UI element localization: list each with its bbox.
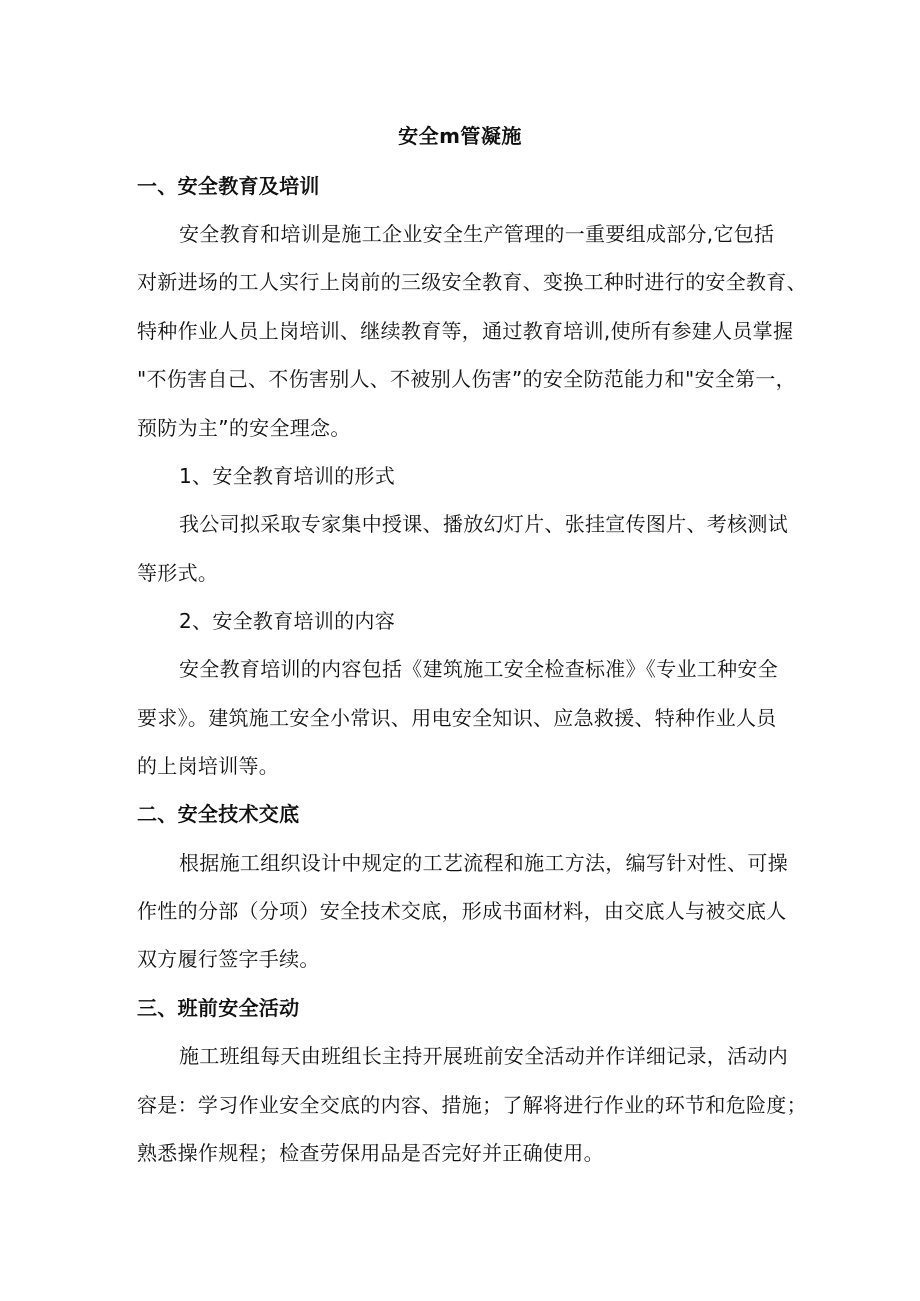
paragraph-line: 安全教育培训的内容包括《建筑施工安全检查标准》《专业工种安全	[179, 657, 778, 681]
paragraph-line: 特种作业人员上岗培训、继续教育等，通过教育培训,使所有参建人员掌握	[137, 319, 794, 343]
paragraph-line: 安全教育和培训是施工企业安全生产管理的一重要组成部分,它包括	[179, 222, 775, 246]
paragraph-line: 施工班组每天由班组长主持开展班前安全活动并作详细记录，活动内	[179, 1044, 788, 1068]
subheading-2: 2、安全教育培训的内容	[179, 609, 396, 633]
paragraph-line: 等形式。	[137, 561, 219, 585]
section-heading-2: 二、安全技术交底	[137, 802, 300, 826]
paragraph-line: 双方履行签字手续。	[137, 947, 320, 971]
paragraph-line: "不伤害自己、不伤害别人、不被别人伤害”的安全防范能力和"安全第一，	[137, 367, 796, 391]
subheading-1: 1、安全教育培训的形式	[179, 464, 396, 488]
paragraph-line: 对新进场的工人实行上岗前的三级安全教育、变换工种时进行的安全教育、	[137, 270, 807, 294]
section-heading-1: 一、安全教育及培训	[137, 174, 320, 198]
paragraph-line: 根据施工组织设计中规定的工艺流程和施工方法，编写针对性、可操	[179, 851, 788, 875]
paragraph-line: 熟悉操作规程；检查劳保用品是否完好并正确使用。	[137, 1141, 604, 1165]
paragraph-line: 作性的分部（分项）安全技术交底，形成书面材料，由交底人与被交底人	[137, 899, 787, 923]
section-heading-3: 三、班前安全活动	[137, 996, 300, 1020]
paragraph-line: 要求》。建筑施工安全小常识、用电安全知识、应急救援、特种作业人员	[137, 706, 777, 730]
paragraph-line: 我公司拟采取专家集中授课、播放幻灯片、张挂宣传图片、考核测试	[179, 512, 788, 536]
paragraph-line: 预防为主”的安全理念。	[137, 416, 351, 440]
paragraph-line: 的上岗培训等。	[137, 754, 280, 778]
document-title: 安全m管凝施	[398, 124, 522, 148]
paragraph-line: 容是：学习作业安全交底的内容、措施；了解将进行作业的环节和危险度；	[137, 1093, 807, 1117]
